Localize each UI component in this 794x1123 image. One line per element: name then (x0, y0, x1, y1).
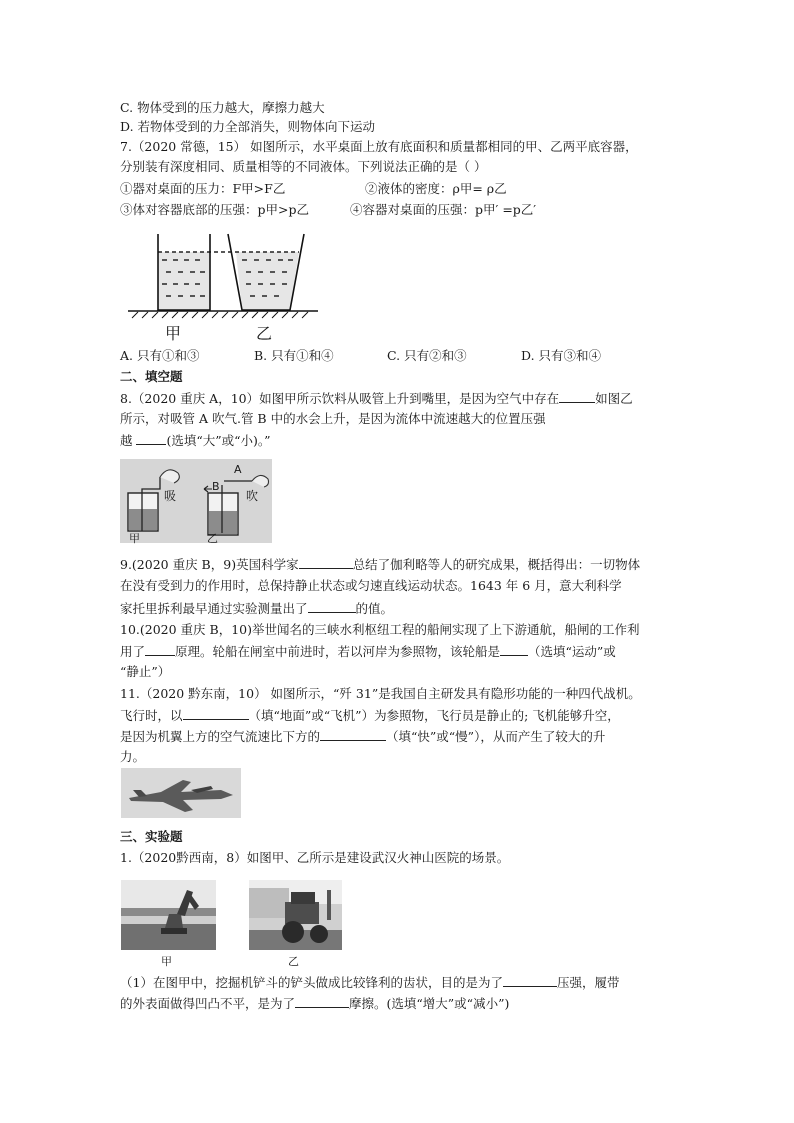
q8-line1 (120, 390, 633, 407)
q10-answer-blank-2[interactable] (500, 643, 528, 656)
e1-part1-line1 (120, 974, 619, 991)
q7-containers-figure (128, 228, 318, 320)
q11-line2 (120, 707, 620, 724)
q7-figure-label-jia: 甲 (165, 324, 182, 343)
q6-option-d: D. 若物体受到的力全部消失，则物体向下运动 (120, 119, 376, 134)
q8-figure-label-yi: 乙 (207, 532, 218, 545)
section-title-fill-in: 二、填空题 (120, 369, 183, 384)
q8-line3-tail: (选填“大”或“小)。” (166, 433, 271, 448)
q8-answer-blank-1[interactable] (559, 390, 595, 403)
e1-stem: 1.（2020黔西南，8）如图甲、乙所示是建设武汉火神山医院的场景。 (120, 850, 510, 865)
q8-label-tube-b: B (212, 480, 220, 493)
q11-line4: 力。 (120, 749, 146, 764)
q10-line2 (120, 643, 616, 660)
q7-stem-line1: 7.（2020 常德，15） 如图所示，水平桌面上放有底面积和质量都相同的甲、乙两平底容器， (120, 139, 638, 154)
q7-statement-1: ①器对桌面的压力：F甲>F乙 (120, 181, 286, 196)
q8-line3 (120, 432, 271, 449)
e1-excavator-photo (121, 880, 216, 950)
q10-line2-tail: （选填“运动”或 (528, 644, 616, 659)
q10-answer-blank-1[interactable] (145, 643, 175, 656)
q11-answer-blank-2[interactable] (320, 728, 386, 741)
q9-line2: 在没有受到力的作用时，总保持静止状态或匀速直线运动状态。1643 年 6 月，意大利科学 (120, 578, 622, 593)
q8-figure-label-jia: 甲 (129, 532, 140, 545)
q7-option-d: D. 只有③和④ (521, 348, 602, 363)
q7-option-c: C. 只有②和③ (387, 348, 467, 363)
q7-stem-line2: 分别装有深度相同、质量相等的不同液体。下列说法正确的是（ ） (120, 159, 487, 174)
e1-roller-photo (249, 880, 342, 950)
q8-label-tube-a: A (234, 463, 242, 476)
e1-part1-line2 (120, 995, 509, 1012)
q8-line2: 所示，对吸管 A 吹气.管 B 中的水会上升，是因为流体中流速越大的位置压强 (120, 411, 546, 426)
q7-option-b: B. 只有①和④ (254, 348, 334, 363)
q6-option-c: C. 物体受到的压力越大，摩擦力越大 (120, 100, 325, 115)
q7-statement-2: ②液体的密度：ρ甲= ρ乙 (365, 181, 507, 196)
e1-figure-label-jia: 甲 (161, 955, 172, 968)
q7-figure-label-yi: 乙 (256, 324, 273, 343)
q11-line3 (120, 728, 605, 745)
q11-line2-text: 飞行时，以 (120, 708, 183, 723)
q9-line1 (120, 556, 640, 573)
q8-line3-text: 越 (120, 433, 137, 448)
section-title-experiment: 三、实验题 (120, 829, 183, 844)
e1-part1-tail: 压强，履带 (556, 975, 620, 990)
q8-label-suck: 吸 (164, 489, 177, 503)
q11-answer-blank-1[interactable] (183, 707, 249, 720)
q7-statement-4: ④容器对桌面的压强：p甲′ =p乙′ (350, 202, 537, 217)
e1-part2-text: 的外表面做得凹凸不平，是为了 (120, 996, 296, 1011)
q9-line1-text: 9.(2020 重庆 B，9)英国科学家 (120, 557, 299, 572)
e1-part2-tail: 摩擦。(选填“增大”或“减小”) (349, 996, 510, 1011)
q9-answer-blank-1[interactable] (299, 556, 353, 569)
q10-line2-mid: 原理。轮船在闸室中前进时，若以河岸为参照物，该轮船是 (175, 644, 501, 659)
q9-line3-tail: 的值。 (355, 601, 394, 616)
q11-line3-tail: （填“快”或“慢”），从而产生了较大的升 (386, 729, 606, 744)
q7-option-a: A. 只有①和③ (120, 348, 200, 363)
e1-figure-label-yi: 乙 (288, 955, 299, 968)
q10-line2-text: 用了 (120, 644, 146, 659)
e1-answer-blank-2[interactable] (295, 995, 349, 1008)
q9-answer-blank-2[interactable] (308, 600, 356, 613)
q8-line1-text: 8.（2020 重庆 A，10）如图甲所示饮料从吸管上升到嘴里，是因为空气中存在 (120, 391, 560, 406)
q9-line3 (120, 600, 393, 617)
q10-line1: 10.(2020 重庆 B，10)举世闻名的三峡水利枢纽工程的船闸实现了上下游通航，船闸的工作利 (120, 622, 640, 637)
e1-part1-text: （1）在图甲中，挖掘机铲斗的铲头做成比较锋利的齿状，目的是为了 (120, 975, 503, 990)
q9-line3-text: 家托里拆利最早通过实验测量出了 (120, 601, 308, 616)
q9-line1-tail: 总结了伽利略等人的研究成果，概括得出：一切物体 (352, 557, 641, 572)
q11-line1: 11.（2020 黔东南，10） 如图所示，“歼 31”是我国自主研发具有隐形功能的一种四代战机。 (120, 686, 641, 701)
q8-line1-tail: 如图乙 (595, 391, 633, 406)
e1-answer-blank-1[interactable] (503, 974, 557, 987)
q8-label-blow: 吹 (246, 489, 259, 503)
q11-line2-tail: （填“地面”或“飞机”）为参照物，飞行员是静止的; 飞机能够升空， (248, 708, 620, 723)
q11-line3-text: 是因为机翼上方的空气流速比下方的 (120, 729, 321, 744)
q10-line3: “静止”） (120, 664, 171, 679)
q11-fighter-jet-photo (121, 768, 241, 818)
q8-answer-blank-2[interactable] (136, 432, 166, 445)
q7-statement-3: ③体对容器底部的压强：p甲>p乙 (120, 202, 309, 217)
